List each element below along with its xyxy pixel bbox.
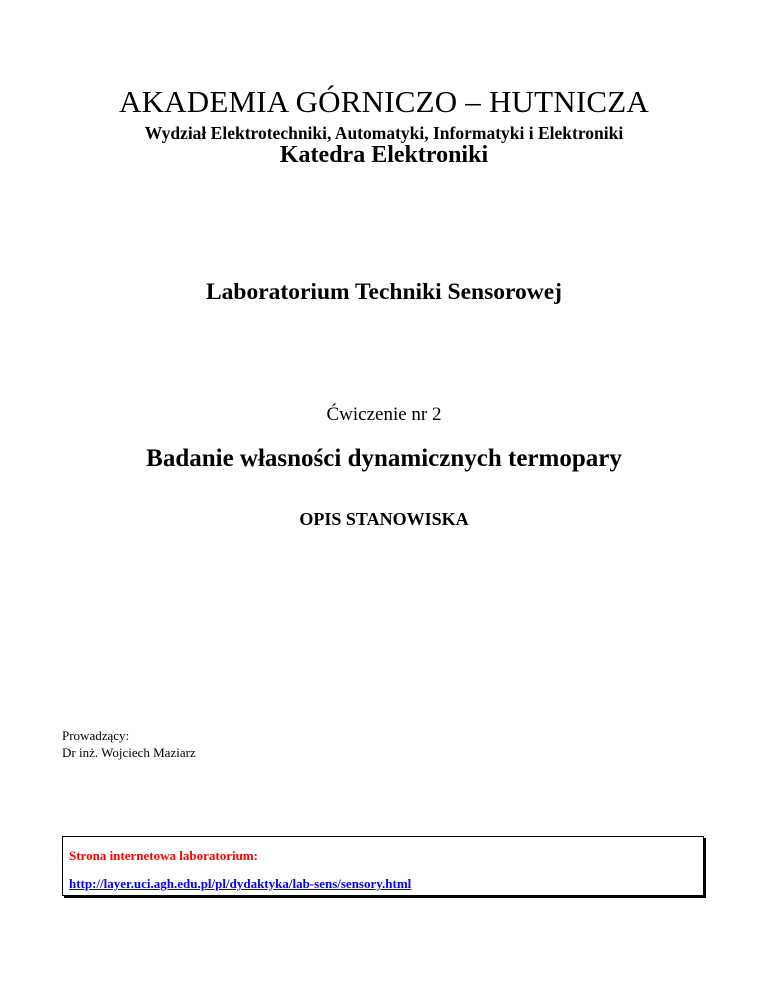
website-label: Strona internetowa laboratorium: bbox=[69, 848, 258, 863]
exercise-number: Ćwiczenie nr 2 bbox=[326, 404, 442, 425]
supervisor-label: Prowadzący: bbox=[62, 728, 130, 743]
supervisor-block bbox=[62, 727, 196, 761]
document-type: OPIS STANOWISKA bbox=[299, 509, 469, 529]
faculty-name: Wydział Elektrotechniki, Automatyki, Informatyki i Elektroniki bbox=[144, 123, 624, 143]
university-name: AKADEMIA GÓRNICZO – HUTNICZA bbox=[119, 84, 649, 119]
lab-title: Laboratorium Techniki Sensorowej bbox=[205, 279, 563, 305]
website-box bbox=[62, 836, 704, 896]
exercise-topic: Badanie własności dynamicznych termopary bbox=[146, 445, 622, 472]
website-link[interactable]: http://layer.uci.agh.edu.pl/pl/dydaktyka/lab-sens/sensory.html bbox=[69, 876, 412, 891]
supervisor-name: Dr inż. Wojciech Maziarz bbox=[62, 745, 196, 760]
department-name: Katedra Elektroniki bbox=[279, 142, 489, 168]
